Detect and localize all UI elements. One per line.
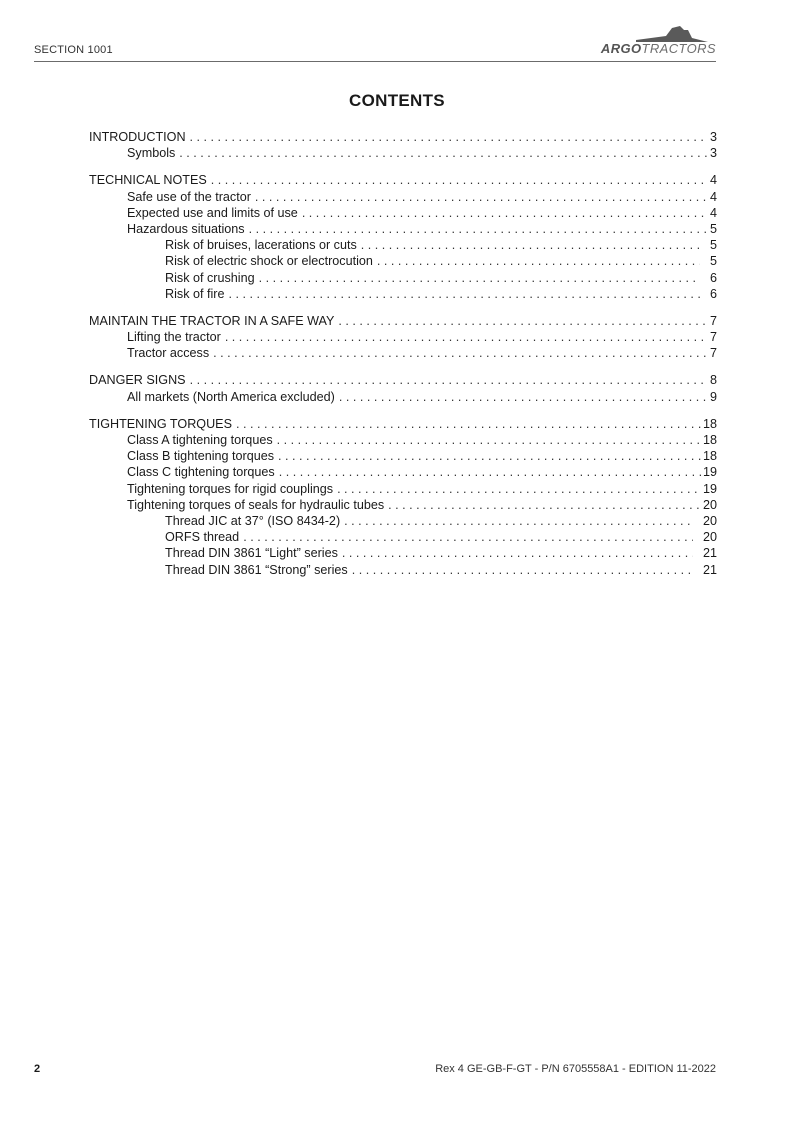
- toc-entry-page: 4: [709, 189, 717, 204]
- toc-entry[interactable]: [89, 313, 717, 329]
- logo-text-bold: ARGO: [600, 41, 642, 56]
- page-title: CONTENTS: [349, 91, 445, 110]
- header-rule: [34, 61, 716, 62]
- toc-leader-dots: [277, 432, 701, 448]
- toc-gap: [89, 361, 717, 372]
- toc-entry-label: Thread JIC at 37° (ISO 8434-2): [165, 513, 341, 528]
- toc-entry[interactable]: [89, 416, 717, 432]
- toc-leader-dots: [225, 329, 708, 345]
- toc-entry[interactable]: [89, 448, 717, 464]
- toc-entry-page: 8: [709, 373, 717, 388]
- toc-entry-page: 7: [709, 313, 717, 328]
- toc-leader-dots: [179, 145, 708, 161]
- toc-entry-label: Symbols: [127, 146, 176, 161]
- toc-leader-dots: [342, 545, 693, 561]
- toc-entry-label: TECHNICAL NOTES: [89, 173, 207, 188]
- toc-entry[interactable]: [89, 562, 717, 578]
- toc-entry[interactable]: [89, 345, 717, 361]
- toc-entry-page: 3: [709, 146, 717, 161]
- toc-leader-dots: [352, 562, 693, 578]
- toc-entry[interactable]: [89, 464, 717, 480]
- toc-entry[interactable]: [89, 529, 717, 545]
- toc-entry-page: 20: [702, 513, 717, 528]
- toc-entry-label: MAINTAIN THE TRACTOR IN A SAFE WAY: [89, 313, 335, 328]
- toc-entry-label: Risk of fire: [165, 286, 225, 301]
- toc-entry-page: 4: [709, 205, 717, 220]
- logo-text: [601, 41, 716, 56]
- toc-entry[interactable]: [89, 253, 717, 269]
- toc-entry[interactable]: [89, 513, 717, 529]
- toc-leader-dots: [339, 389, 708, 405]
- toc-entry[interactable]: [89, 189, 717, 205]
- toc-leader-dots: [213, 345, 708, 361]
- toc-entry-page: 21: [702, 562, 717, 577]
- toc-leader-dots: [344, 513, 693, 529]
- toc-entry[interactable]: [89, 432, 717, 448]
- toc-entry-label: Class B tightening torques: [127, 449, 275, 464]
- toc-leader-dots: [228, 286, 700, 302]
- toc-gap: [89, 405, 717, 416]
- toc-entry-label: Risk of bruises, lacerations or cuts: [165, 238, 357, 253]
- toc-leader-dots: [337, 481, 701, 497]
- toc-leader-dots: [302, 205, 708, 221]
- toc-entry-label: DANGER SIGNS: [89, 373, 186, 388]
- toc-entry-label: All markets (North America excluded): [127, 389, 335, 404]
- toc-leader-dots: [361, 237, 700, 253]
- toc-entry-label: ORFS thread: [165, 530, 240, 545]
- toc-entry-page: 7: [709, 346, 717, 361]
- toc-entry-label: INTRODUCTION: [89, 130, 186, 144]
- toc-entry-page: 18: [702, 433, 717, 447]
- toc-entry-page: 21: [702, 546, 717, 561]
- toc-entry-label: Tractor access: [127, 346, 210, 361]
- toc-entry-label: Thread DIN 3861 “Light” series: [165, 546, 338, 561]
- toc-entry-label: Lifting the tractor: [127, 330, 221, 345]
- toc-entry-label: Tightening torques for rigid couplings: [127, 481, 334, 496]
- toc-entry-page: 9: [709, 389, 717, 404]
- toc-entry-page: 5: [709, 254, 717, 269]
- toc-leader-dots: [278, 448, 701, 464]
- toc-entry-page: 19: [702, 465, 717, 480]
- toc-entry[interactable]: [89, 172, 717, 188]
- toc-entry[interactable]: [89, 497, 717, 513]
- toc-entry-label: Class A tightening torques: [127, 433, 273, 447]
- toc-leader-dots: [259, 270, 700, 286]
- footer-document-reference: Rex 4 GE-GB-F-GT - P/N 6705558A1 - EDITION 11-2022: [435, 1063, 716, 1075]
- toc-entry-page: 5: [709, 221, 717, 236]
- logo-text-light: TRACTORS: [641, 41, 716, 56]
- toc-entry[interactable]: [89, 372, 717, 388]
- toc-entry-label: Expected use and limits of use: [127, 205, 298, 220]
- toc-leader-dots: [338, 313, 708, 329]
- toc-entry-label: Safe use of the tractor: [127, 189, 251, 204]
- table-of-contents: [89, 129, 717, 578]
- toc-leader-dots: [236, 416, 701, 432]
- toc-entry-label: Risk of crushing: [165, 270, 255, 285]
- toc-entry-page: 6: [709, 270, 717, 285]
- toc-entry[interactable]: [89, 129, 717, 145]
- toc-entry-label: Thread DIN 3861 “Strong” series: [165, 562, 348, 577]
- toc-gap: [89, 302, 717, 313]
- toc-entry-label: Risk of electric shock or electrocution: [165, 254, 373, 269]
- toc-entry-label: Tightening torques of seals for hydraulic tubes: [127, 497, 385, 512]
- toc-leader-dots: [377, 253, 700, 269]
- toc-gap: [89, 161, 717, 172]
- section-label: SECTION 1001: [34, 44, 113, 56]
- toc-entry-page: 19: [702, 481, 717, 496]
- toc-entry-page: 3: [709, 130, 717, 144]
- toc-leader-dots: [279, 464, 701, 480]
- toc-entry-page: 7: [709, 330, 717, 345]
- toc-entry-label: Hazardous situations: [127, 221, 245, 236]
- toc-entry[interactable]: [89, 389, 717, 405]
- toc-leader-dots: [190, 372, 708, 388]
- toc-entry-label: TIGHTENING TORQUES: [89, 416, 232, 431]
- toc-entry[interactable]: [89, 545, 717, 561]
- toc-leader-dots: [388, 497, 701, 513]
- toc-entry-page: 18: [702, 449, 717, 464]
- toc-leader-dots: [190, 129, 708, 145]
- argo-tractors-logo: [596, 24, 716, 60]
- toc-leader-dots: [249, 221, 708, 237]
- footer-page-number: 2: [34, 1063, 41, 1075]
- toc-entry[interactable]: [89, 237, 717, 253]
- toc-entry-page: 5: [709, 238, 717, 253]
- toc-entry[interactable]: [89, 145, 717, 161]
- toc-entry[interactable]: [89, 270, 717, 286]
- toc-entry-page: 6: [709, 286, 717, 301]
- toc-entry[interactable]: [89, 481, 717, 497]
- toc-entry[interactable]: [89, 329, 717, 345]
- toc-leader-dots: [255, 189, 708, 205]
- toc-entry-page: 20: [702, 497, 717, 512]
- toc-entry[interactable]: [89, 205, 717, 221]
- toc-leader-dots: [243, 529, 693, 545]
- toc-entry[interactable]: [89, 286, 717, 302]
- toc-entry[interactable]: [89, 221, 717, 237]
- page-header: [34, 34, 716, 62]
- toc-entry-page: 4: [709, 173, 717, 188]
- toc-entry-label: Class C tightening torques: [127, 465, 275, 480]
- toc-entry-page: 18: [702, 416, 717, 431]
- toc-leader-dots: [211, 172, 708, 188]
- toc-entry-page: 20: [702, 530, 717, 545]
